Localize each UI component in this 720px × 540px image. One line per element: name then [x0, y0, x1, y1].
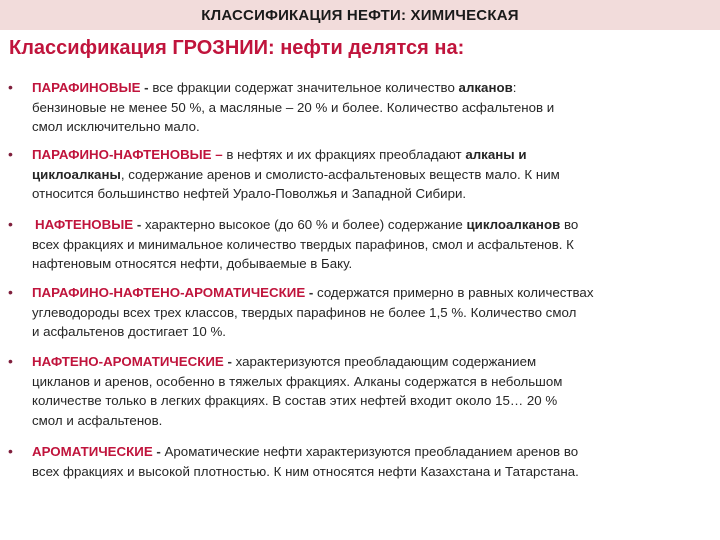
item-keyword: циклоалканов: [466, 217, 561, 232]
bullet-icon: •: [8, 443, 13, 459]
item-text-part: характерно высокое (до 60 % и более) содержание: [144, 217, 467, 232]
bullet-icon: •: [8, 353, 13, 369]
item-separator: –: [211, 147, 227, 162]
bullet-icon: •: [8, 146, 13, 162]
page-subtitle: Классификация ГРОЗНИИ: нефти делятся на:: [9, 37, 465, 59]
item-line: нафтеновым относятся нефти, добываемые в Баку.: [32, 256, 353, 272]
item-text-part: характеризуются преобладающим содержанием: [235, 354, 537, 369]
item-line: цикланов и аренов, особенно в тяжелых фракциях. Алканы содержатся в небольшом: [32, 373, 563, 389]
bullet-icon: •: [8, 79, 13, 95]
item-line: смол и асфальтенов.: [32, 412, 163, 428]
item-line: относится большинство нефтей Урало-Поволжья и Западной Сибири.: [32, 186, 467, 202]
item-text-part: все фракции содержат значительное количество: [152, 80, 459, 95]
item-separator: -: [133, 217, 145, 232]
item-keyword: алканов: [458, 80, 513, 95]
item-text: [32, 442, 712, 481]
item-term: НАФТЕНОВЫЕ: [35, 217, 134, 232]
item-line: количестве только в легких фракциях. В состав этих нефтей входит около 15… 20 %: [32, 393, 558, 409]
item-text-part: , содержание аренов и смолисто-асфальтеновых веществ мало. К ним: [120, 166, 560, 182]
item-term: ПАРАФИНО-НАФТЕНО-АРОМАТИЧЕСКИЕ: [32, 285, 306, 300]
item-text-part: в нефтях и их фракциях преобладают: [226, 147, 466, 162]
item-term: ПАРАФИНОВЫЕ: [32, 80, 141, 95]
item-line: всех фракциях и минимальное количество твердых парафинов, смол и асфальтенов. К: [32, 236, 574, 252]
item-keyword: циклоалканы: [32, 166, 121, 182]
item-separator: -: [223, 354, 236, 369]
item-line: смол исключительно мало.: [32, 119, 200, 135]
item-separator: -: [305, 285, 318, 300]
item-separator: -: [140, 80, 153, 95]
title-banner: [0, 0, 720, 30]
item-term: ПАРАФИНО-НАФТЕНОВЫЕ: [32, 147, 212, 162]
item-text: [32, 352, 712, 430]
item-separator: -: [152, 444, 165, 459]
item-line: углеводороды всех трех классов, твердых парафинов не более 1,5 %. Количество смол: [32, 304, 577, 320]
item-text: [32, 145, 712, 204]
item-text-part: содержатся примерно в равных количествах: [317, 285, 594, 300]
bullet-icon: •: [8, 284, 13, 300]
item-line: бензиновые не менее 50 %, а масляные – 20 % и более. Количество асфальтенов и: [32, 99, 555, 115]
item-text: [32, 283, 712, 342]
item-text-part: :: [512, 80, 517, 95]
bullet-icon: •: [8, 216, 13, 232]
item-keyword: алканы и: [465, 147, 527, 162]
item-line: всех фракциях и высокой плотностью. К ним относятся нефти Казахстана и Татарстана.: [32, 463, 579, 479]
item-text-part: Ароматические нефти характеризуются преобладанием аренов во: [164, 444, 579, 459]
item-term: НАФТЕНО-АРОМАТИЧЕСКИЕ: [32, 354, 224, 369]
item-term: АРОМАТИЧЕСКИЕ: [32, 444, 153, 459]
item-text: [32, 215, 715, 274]
item-line: и асфальтенов достигает 10 %.: [32, 324, 226, 340]
item-text-part: во: [560, 217, 579, 232]
banner-title: КЛАССИФИКАЦИЯ НЕФТИ: ХИМИЧЕСКАЯ: [201, 6, 519, 24]
item-text: [32, 78, 712, 137]
